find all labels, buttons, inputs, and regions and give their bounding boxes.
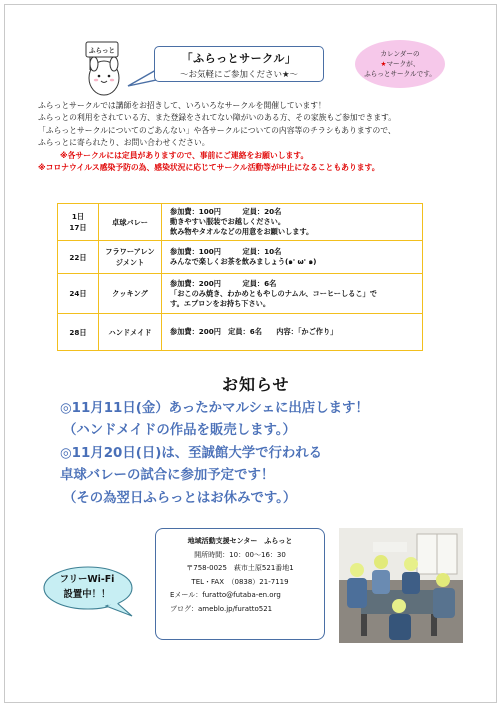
day-line: 17日 xyxy=(69,223,87,232)
intro-notice-capacity: ※各サークルには定員がありますので、事前にご連絡をお願いします。 xyxy=(60,150,309,160)
day-line: 1日 xyxy=(71,212,85,221)
notice-line: （その為翌日ふらっとはお休みです。） xyxy=(63,490,297,506)
mascot-illustration xyxy=(78,40,126,98)
page-subtitle: ～お気軽にご参加ください★～ xyxy=(179,70,299,80)
detail-line: 動きやすい服装でお越しください。 xyxy=(170,217,286,226)
name-line: ハンドメイド xyxy=(108,327,152,337)
contact-box xyxy=(155,528,325,640)
notice-line: ◎11月20日(日)は、至誠館大学で行われる xyxy=(60,445,323,461)
calendar-note xyxy=(355,40,445,88)
calendar-note-line2-text: マークが、 xyxy=(386,60,420,68)
intro-line1: ふらっとサークルでは講師をお招きして、いろいろなサークルを開催しています！ xyxy=(38,101,326,110)
name-line: クッキング xyxy=(112,289,148,298)
contact-phone: TEL・FAX （0838）21-7119 xyxy=(191,577,289,586)
detail-line: す。エプロンをお持ち下さい。 xyxy=(170,298,271,308)
schedule-day xyxy=(58,274,99,314)
activity-photo xyxy=(339,528,463,643)
star-mark: ★ xyxy=(380,60,387,68)
schedule-day xyxy=(58,241,99,274)
detail-line: 飲み物やタオルなどの用意をお願いします。 xyxy=(170,227,314,236)
name-line: 卓球バレー xyxy=(112,217,148,227)
intro-line2: ふらっとの利用をされている方、また登録をされてない障がいのある方、その家族もご参加できます。 xyxy=(38,113,397,123)
schedule-circle-name xyxy=(99,314,162,351)
intro-text xyxy=(38,100,478,174)
schedule-circle-name xyxy=(99,241,162,274)
schedule-circle-name xyxy=(99,274,162,314)
table-row xyxy=(58,274,423,314)
schedule-table xyxy=(57,203,423,351)
detail-line: 参加費：200円 定員：6名 内容：「かご作り」 xyxy=(170,327,338,336)
schedule-detail xyxy=(162,241,423,274)
wifi-line1: フリーWi-Fi xyxy=(59,574,115,585)
schedule-circle-name xyxy=(99,204,162,241)
intro-line4: ふらっとに寄られたり、お問い合わせください。 xyxy=(38,138,210,148)
calendar-note-line3: ふらっとサークルです。 xyxy=(364,70,436,78)
notice-line: （ハンドメイドの作品を販売します。） xyxy=(63,423,296,439)
table-row xyxy=(58,314,423,351)
notices-list xyxy=(60,398,480,510)
day-line: 24日 xyxy=(69,289,87,298)
calendar-note-line2 xyxy=(355,59,445,69)
detail-line: 参加費：200円 定員：6名 xyxy=(170,278,277,288)
schedule-day xyxy=(58,204,99,241)
intro-line3: 「ふらっとサークルについてのごあんない」や各サークルについての内容等のチラシもありますので、 xyxy=(38,125,396,135)
mascot-sign-text: ふらっと xyxy=(89,46,115,55)
name-line: ジメント xyxy=(115,258,145,267)
table-row xyxy=(58,241,423,274)
contact-address: 〒758-0025 萩市土原521番地1 xyxy=(186,564,294,573)
schedule-detail xyxy=(162,274,423,314)
contact-hours: 開所時間：10：00～16：30 xyxy=(194,550,286,559)
calendar-note-line1: カレンダーの xyxy=(380,50,420,58)
schedule-day xyxy=(58,314,99,351)
notice-line: 卓球バレーの試合に参加予定です！ xyxy=(60,468,275,484)
intro-notice-covid: ※コロナウイルス感染予防の為、感染状況に応じてサークル活動等が中止になることもあります。 xyxy=(38,163,380,173)
page-title: 「ふらっとサークル」 xyxy=(181,52,297,65)
contact-blog[interactable]: ブログ：ameblo.jp/furatto521 xyxy=(170,604,273,613)
schedule-detail xyxy=(162,204,423,241)
wifi-text xyxy=(52,572,122,602)
name-line: フラワーアレン xyxy=(105,247,155,256)
detail-line: みんなで楽しくお茶を飲みましょう(๑' ω' ๑) xyxy=(170,257,317,266)
contact-email[interactable]: Eメール：furatto@futaba-en.org xyxy=(170,591,281,600)
title-bubble xyxy=(154,46,324,82)
table-row xyxy=(58,204,423,241)
day-line: 28日 xyxy=(69,327,87,337)
wifi-line2: 設置中！！ xyxy=(63,589,111,600)
day-line: 22日 xyxy=(69,252,87,262)
detail-line: 参加費：100円 定員：20名 xyxy=(170,207,282,216)
contact-org: 地域活動支援センター ふらっと xyxy=(187,537,293,545)
notice-line: ◎11月11日(金）あったかマルシェに出店します！ xyxy=(60,401,369,416)
notices-heading: お知らせ xyxy=(222,375,290,394)
schedule-detail xyxy=(162,314,423,351)
detail-line: 参加費：100円 定員：10名 xyxy=(170,247,282,256)
detail-line: 「おこのみ焼き、わかめともやしのナムル、コーヒーしるこ」で xyxy=(170,288,377,298)
